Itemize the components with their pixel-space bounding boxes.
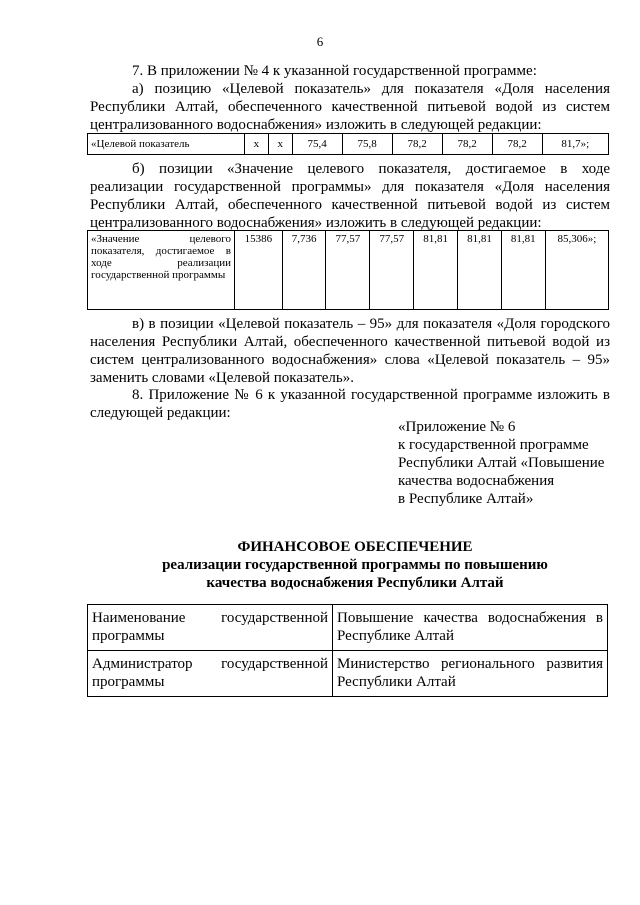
appendix-line: к государственной программе — [398, 437, 589, 453]
program-admin-value: Министерство регионального развития Республики Алтай — [333, 651, 608, 697]
table-cell: 77,57 — [326, 231, 370, 310]
table-cell-label: «Целевой показатель — [88, 134, 245, 155]
table-cell: 85,306»; — [545, 231, 608, 310]
table-cell: 75,8 — [342, 134, 392, 155]
table-cell: 78,2 — [492, 134, 542, 155]
table-cell: 81,81 — [458, 231, 502, 310]
program-admin-label: Администратор государственной программы — [88, 651, 333, 697]
target-indicator-table — [87, 133, 609, 155]
paragraph-7: 7. В приложении № 4 к указанной государственной программе: — [132, 63, 537, 79]
table-cell: 81,81 — [414, 231, 458, 310]
table-cell: 75,4 — [292, 134, 342, 155]
table-cell: 78,2 — [442, 134, 492, 155]
table-row — [88, 231, 609, 310]
table-cell: 78,2 — [392, 134, 442, 155]
table-row — [88, 134, 609, 155]
table-cell: 15386 — [235, 231, 283, 310]
program-name-label: Наименование государственной программы — [88, 605, 333, 651]
appendix-line: в Республике Алтай» — [398, 491, 534, 507]
table-cell-label: «Значение целевого показателя, достигаемое в ходе реализации государственной программы — [88, 231, 235, 310]
table-cell: х — [268, 134, 292, 155]
section-title — [90, 538, 620, 592]
appendix-line: «Приложение № 6 — [398, 419, 516, 435]
title-line: качества водоснабжения Республики Алтай — [206, 575, 504, 591]
table-cell: 7,736 — [282, 231, 326, 310]
appendix-line: качества водоснабжения — [398, 473, 555, 489]
paragraph-a: а) позицию «Целевой показатель» для показателя «Доля населения Республики Алтай, обеспеченного качественной питьевой водой из систем централизованного водоснабжения» изложить в следующей редакции: — [90, 81, 610, 133]
indicator-value-table — [87, 230, 609, 310]
table-cell: 81,81 — [501, 231, 545, 310]
table-cell: 81,7»; — [542, 134, 608, 155]
page-number: 6 — [316, 34, 324, 49]
table-cell: х — [245, 134, 269, 155]
appendix-header — [398, 418, 618, 508]
program-name-value: Повышение качества водоснабжения в Республике Алтай — [333, 605, 608, 651]
table-row — [88, 605, 608, 651]
program-info-table — [87, 604, 608, 697]
paragraph-v: в) в позиции «Целевой показатель – 95» для показателя «Доля городского населения Республики Алтай, обеспеченного качественной питьевой водой из систем централизованного водоснабжения» слова «Целевой показатель – 95» заменить словами «Целевой показатель». — [90, 316, 610, 386]
title-line: реализации государственной программы по повышению — [162, 557, 548, 573]
table-row — [88, 651, 608, 697]
table-cell: 77,57 — [370, 231, 414, 310]
title-line: ФИНАНСОВОЕ ОБЕСПЕЧЕНИЕ — [237, 539, 473, 555]
paragraph-b: б) позиции «Значение целевого показателя, достигаемое в ходе реализации государственной программы» для показателя «Доля населения Республики Алтай, обеспеченного качественной питьевой водой из систем централизованного водоснабжения» изложить в следующей редакции: — [90, 161, 610, 231]
paragraph-8: 8. Приложение № 6 к указанной государственной программе изложить в следующей редакции: — [90, 387, 610, 421]
appendix-line: Республики Алтай «Повышение — [398, 455, 605, 471]
